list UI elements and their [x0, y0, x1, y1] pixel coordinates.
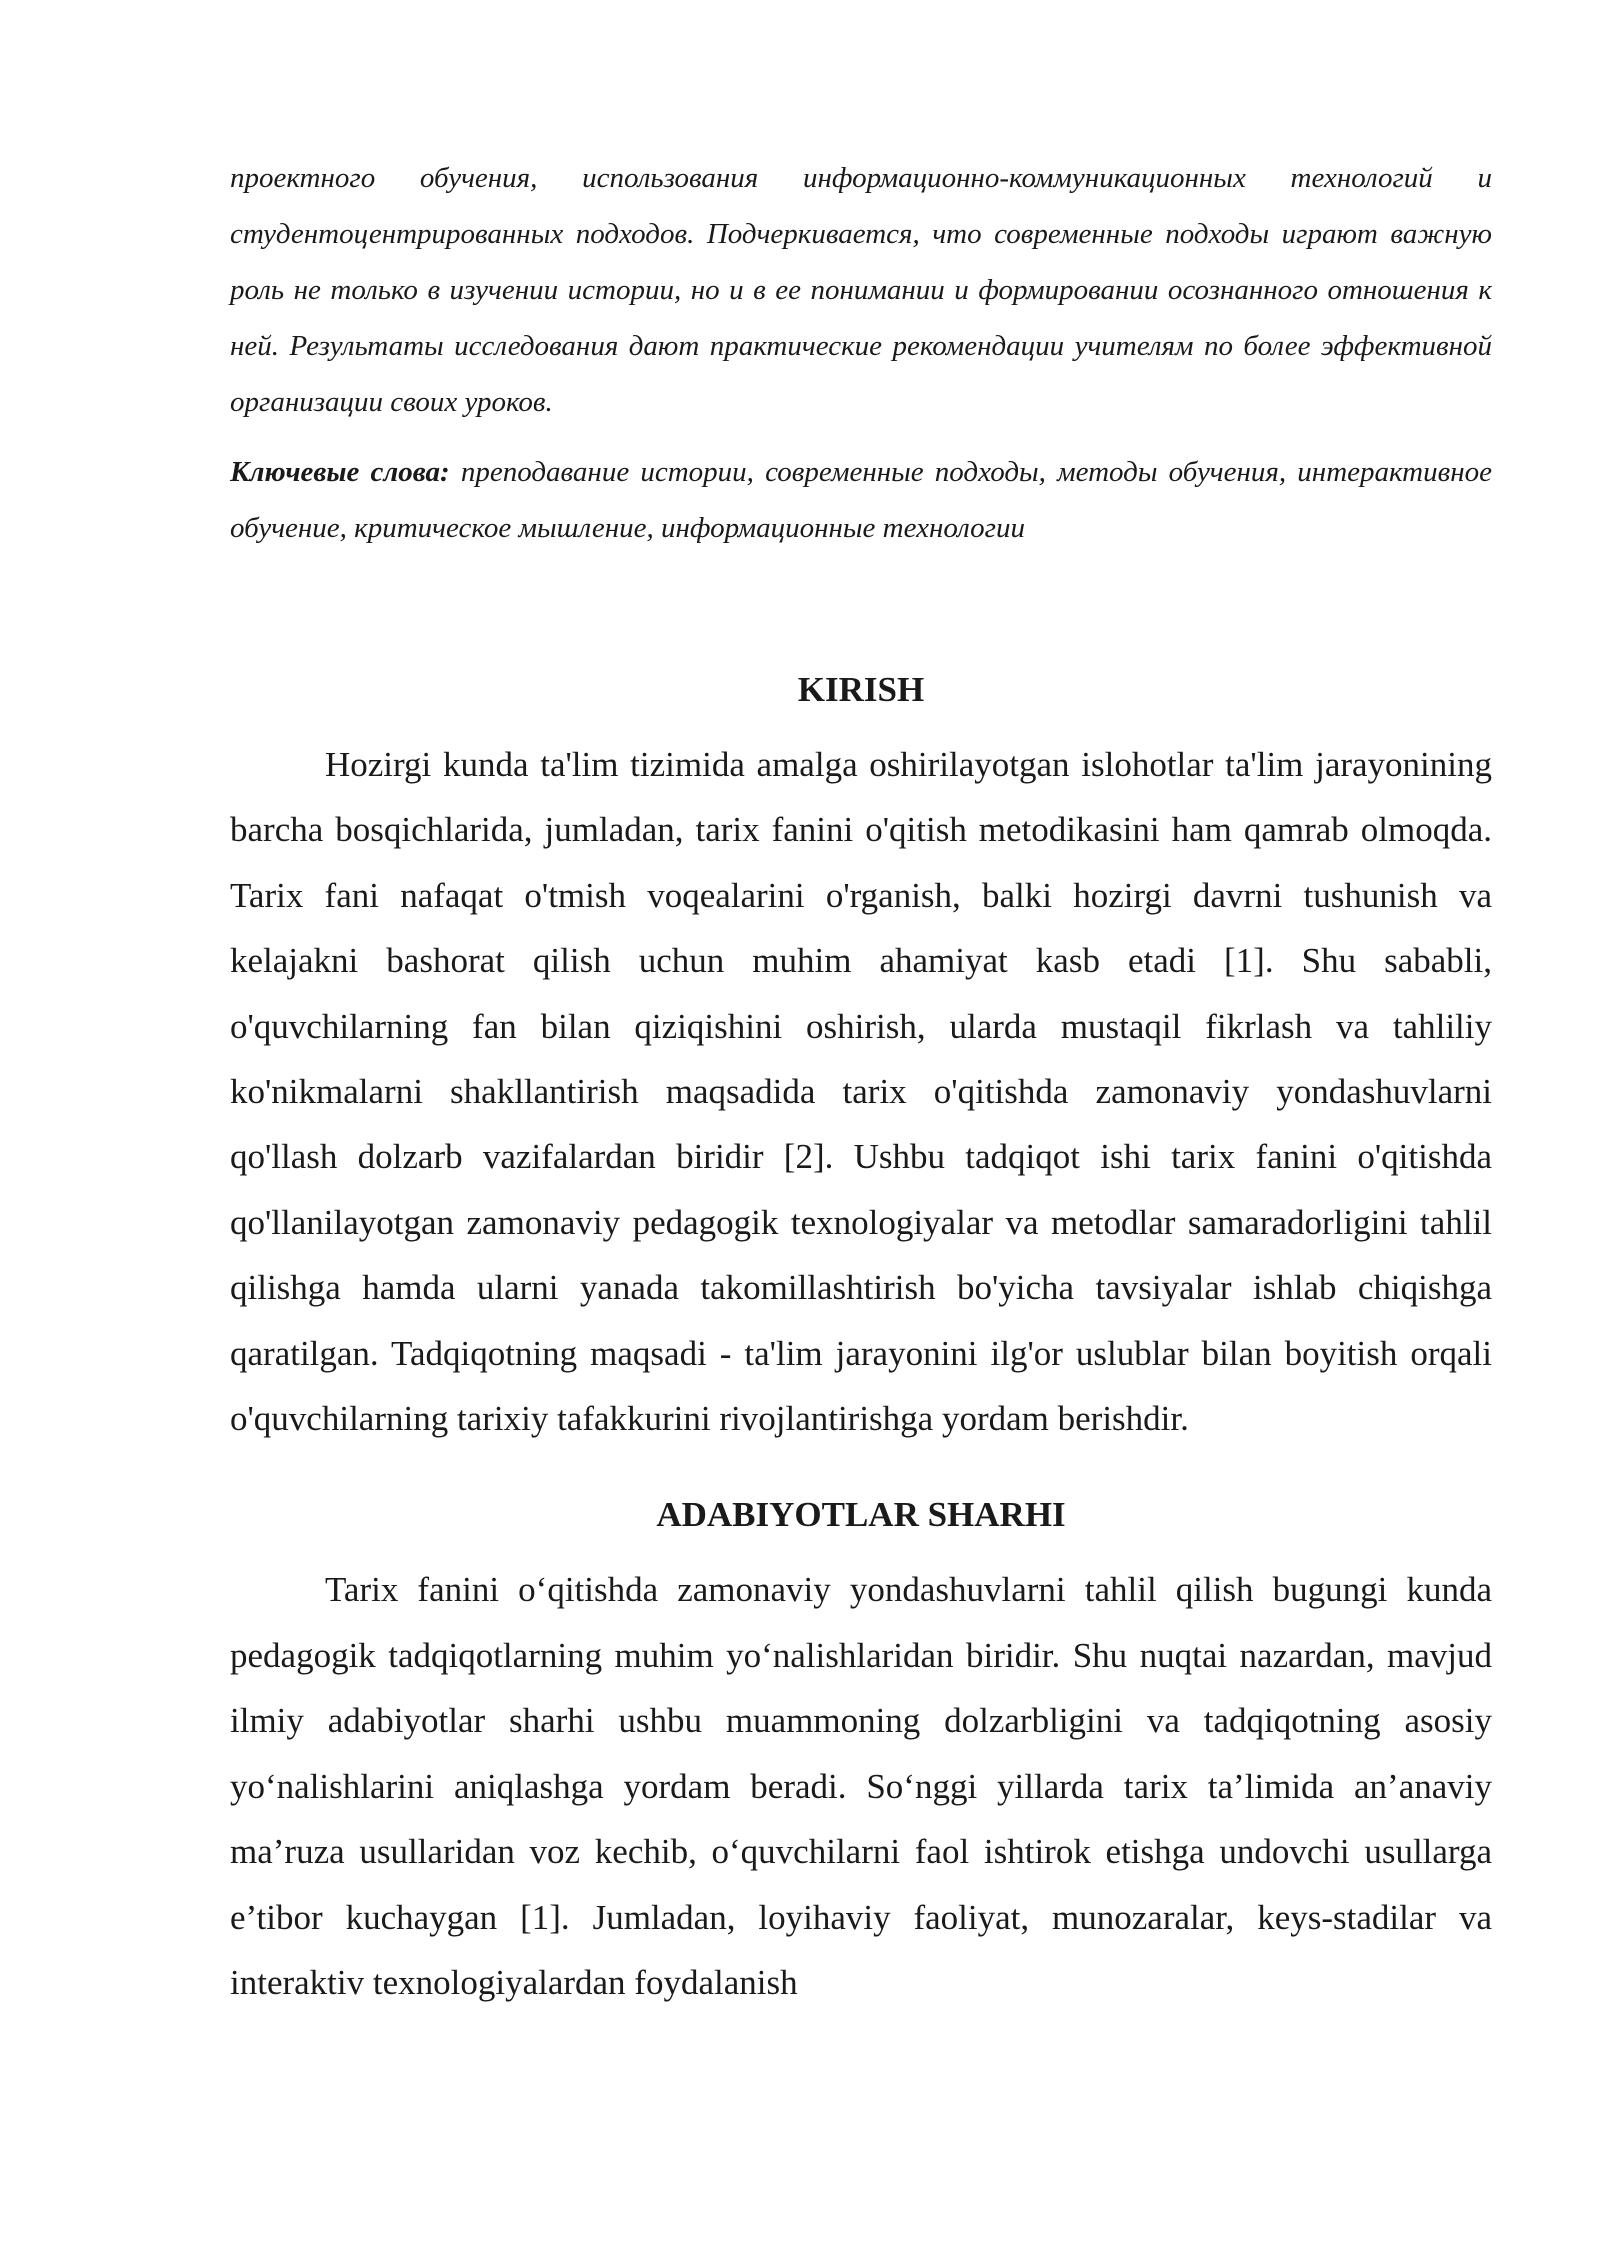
- abstract-paragraph: проектного обучения, использования информационно-коммуникационных технологий и студентоцентрированных подходов. Подчеркивается, что современные подходы играют важную роль не только в изучении истории, но и в ее понимании и формировании осознанного отношения к ней. Результаты исследования дают практические рекомендации учителям по более эффективной организации своих уроков.: [230, 162, 1492, 418]
- keywords-text: преподавание истории, современные подходы, методы обучения, интерактивное обучение, критическое мышление, информационные технологии: [230, 456, 1492, 544]
- kirish-paragraph: Hozirgi kunda ta'lim tizimida amalga oshirilayotgan islohotlar ta'lim jarayonining barcha bosqichlarida, jumladan, tarix fanini o'qitish metodikasini ham qamrab olmoqda. Tarix fani nafaqat o'tmish voqealarini o'rganish, balki hozirgi davrni tushunish va kelajakni bashorat qilish uchun muhim ahamiyat kasb etadi [1]. Shu sababli, o'quvchilarning fan bilan qiziqishini oshirish, ularda mustaqil fikrlash va tahliliy ko'nikmalarni shakllantirish maqsadida tarix o'qitishda zamonaviy yondashuvlarni qo'llash dolzarb vazifalardan biridir [2]. Ushbu tadqiqot ishi tarix fanini o'qitishda qo'llanilayotgan zamonaviy pedagogik texnologiyalar va metodlar samaradorligini tahlil qilishga hamda ularni yanada takomillashtirish bo'yicha tavsiyalar ishlab chiqishga qaratilgan. Tadqiqotning maqsadi - ta'lim jarayonini ilg'or uslublar bilan boyitish orqali o'quvchilarning tarixiy tafakkurini rivojlantirishga yordam berishdir.: [230, 745, 1492, 1439]
- section-heading-kirish: KIRISH: [797, 670, 925, 709]
- keywords-label: Ключевые слова:: [230, 456, 450, 488]
- page-content: [230, 150, 1492, 2015]
- adabiyotlar-paragraph: Tarix fanini o‘qitishda zamonaviy yondashuvlarni tahlil qilish bugungi kunda pedagogik tadqiqotlarning muhim yo‘nalishlaridan biridir. Shu nuqtai nazardan, mavjud ilmiy adabiyotlar sharhi ushbu muammoning dolzarbligini va tadqiqotning asosiy yo‘nalishlarini aniqlashga yordam beradi. So‘nggi yillarda tarix ta’limida an’anaviy ma’ruza usullaridan voz kechib, o‘quvchilarni faol ishtirok etishga undovchi usullarga e’tibor kuchaygan [1]. Jumladan, loyihaviy faoliyat, munozaralar, keys-stadilar va interaktiv texnologiyalardan foydalanish: [230, 1570, 1492, 2002]
- section-heading-adabiyotlar: ADABIYOTLAR SHARHI: [656, 1495, 1066, 1535]
- keywords-paragraph: [230, 444, 1492, 556]
